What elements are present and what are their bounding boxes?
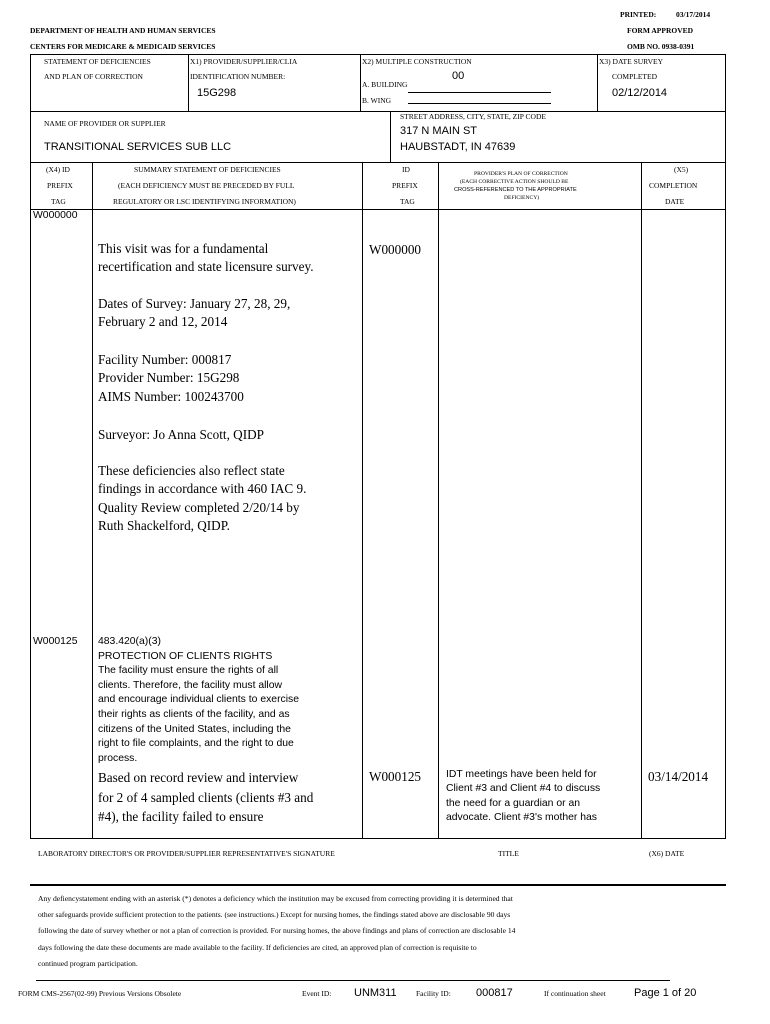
provider-id-value: 15G298 xyxy=(197,87,237,99)
plan-header-2: (EACH CORRECTIVE ACTION SHOULD BE xyxy=(460,179,569,185)
intro-line: recertification and state licensure survey. xyxy=(98,259,314,275)
regulation-line: their rights as clients of the facility, and as xyxy=(98,708,290,720)
statement-label-1: STATEMENT OF DEFICIENCIES xyxy=(44,57,151,66)
summary-header-3: REGULATORY OR LSC IDENTIFYING INFORMATION) xyxy=(113,197,296,206)
plan-line: Client #3 and Client #4 to discuss xyxy=(446,783,601,795)
date-survey-label-2: COMPLETED xyxy=(612,72,657,81)
provider-number-line: Provider Number: 15G298 xyxy=(98,370,240,386)
address-line-1: 317 N MAIN ST xyxy=(400,125,478,137)
continuation-label: If continuation sheet xyxy=(544,989,606,998)
plan-header-1: PROVIDER'S PLAN OF CORRECTION xyxy=(474,171,568,177)
plan-header-4: DEFICIENCY) xyxy=(504,195,540,201)
disclaimer-line: continued program participation. xyxy=(38,958,138,968)
provider-name: TRANSITIONAL SERVICES SUB LLC xyxy=(44,141,232,153)
x4-header-2: PREFIX xyxy=(47,181,73,190)
form-approved: FORM APPROVED xyxy=(627,26,694,35)
form-id: FORM CMS-2567(02-99) Previous Versions Obsolete xyxy=(18,989,182,998)
summary-header-2: (EACH DEFICIENCY MUST BE PRECEDED BY FULL xyxy=(118,181,295,190)
tag-w000125-right: W000125 xyxy=(369,769,422,784)
plan-line: advocate. Client #3's mother has xyxy=(446,812,597,824)
printed-label: PRINTED: xyxy=(620,10,657,19)
date-label: (X6) DATE xyxy=(649,849,685,858)
x5-header-1: (X5) xyxy=(674,165,689,174)
findings-paragraph xyxy=(98,462,360,536)
tag-w000000-right: W000000 xyxy=(369,242,422,257)
regulation-line: citizens of the United States, including the xyxy=(98,723,291,735)
intro-line: This visit was for a fundamental xyxy=(98,241,269,256)
statement-label-2: AND PLAN OF CORRECTION xyxy=(44,72,143,81)
findings-line: These deficiencies also reflect state xyxy=(98,463,285,478)
numbers-paragraph xyxy=(98,351,360,406)
tag-w000000-left: W000000 xyxy=(33,210,78,221)
regulation-line: 483.420(a)(3) xyxy=(98,636,161,647)
address-line-2: HAUBSTADT, IN 47639 xyxy=(400,141,516,153)
tag-w000125-left: W000125 xyxy=(33,636,78,647)
omb-number: OMB NO. 0938-0391 xyxy=(627,42,695,51)
disclaimer-line: Any defiencystatement ending with an asterisk (*) denotes a deficiency which the institution may be excused from correcting providing it is determined that xyxy=(38,894,513,903)
summary-header-1: SUMMARY STATEMENT OF DEFICIENCIES xyxy=(134,165,281,174)
provider-id-label-2: IDENTIFICATION NUMBER: xyxy=(190,72,286,81)
regulation-line: process. xyxy=(98,752,138,764)
x4-header-3: TAG xyxy=(51,197,66,206)
findings-line: findings in accordance with 460 IAC 9. xyxy=(98,481,307,497)
regulation-line: and encourage individual clients to exercise xyxy=(98,694,300,706)
printed-date: 03/17/2014 xyxy=(676,10,711,19)
date-survey-label: X3) DATE SURVEY xyxy=(599,57,663,66)
wing-label: B. WING xyxy=(362,96,392,105)
regulation-paragraph xyxy=(98,635,360,766)
regulation-line: The facility must ensure the rights of all xyxy=(98,665,279,677)
regulation-line: clients. Therefore, the facility must allow xyxy=(98,679,283,691)
agency-line-2: CENTERS FOR MEDICARE & MEDICAID SERVICES xyxy=(30,42,216,51)
x5-header-3: DATE xyxy=(665,197,685,206)
disclaimer-line: following the date of survey whether or not a plan of correction is provided. For nursing homes, the above findings and plans of correction are disclosable 14 xyxy=(38,926,516,936)
id-header-3: TAG xyxy=(400,197,415,206)
facility-id-label: Facility ID: xyxy=(416,989,451,998)
finding-line: Based on record review and interview xyxy=(98,770,299,785)
disclaimer-line: other safeguards provide sufficient protection to the patients. (see instructions.) Except for nursing homes, the findings stated above are disclosable 90 days xyxy=(38,910,511,920)
plan-line: IDT meetings have been held for xyxy=(446,769,597,780)
provider-id-label: X1) PROVIDER/SUPPLIER/CLIA xyxy=(190,57,298,66)
x4-header-1: (X4) ID xyxy=(46,165,70,174)
aims-number-line: AIMS Number: 100243700 xyxy=(98,388,244,404)
id-header-2: PREFIX xyxy=(392,181,418,190)
dates-paragraph xyxy=(98,295,360,332)
date-survey-value: 02/12/2014 xyxy=(612,87,668,99)
address-label: STREET ADDRESS, CITY, STATE, ZIP CODE xyxy=(400,112,546,121)
provider-name-label: NAME OF PROVIDER OR SUPPLIER xyxy=(44,119,166,128)
building-value: 00 xyxy=(452,70,465,82)
facility-number-line: Facility Number: 000817 xyxy=(98,352,232,367)
plan-header-3: CROSS-REFERENCED TO THE APPROPRIATE xyxy=(454,187,577,193)
signature-label: LABORATORY DIRECTOR'S OR PROVIDER/SUPPLIER REPRESENTATIVE'S SIGNATURE xyxy=(38,849,335,858)
findings-line: Quality Review completed 2/20/14 by xyxy=(98,499,300,515)
surveyor-paragraph xyxy=(98,426,360,444)
agency-line-1: DEPARTMENT OF HEALTH AND HUMAN SERVICES xyxy=(30,26,216,35)
disclaimer xyxy=(38,891,515,972)
intro-paragraph xyxy=(98,240,360,277)
id-header-1: ID xyxy=(402,165,410,174)
plan-of-correction xyxy=(446,768,626,826)
disclaimer-line: days following the date these documents are made available to the facility. If deficiencies are cited, an approved plan of correction is requisite to xyxy=(38,942,477,952)
finding-line: #4), the facility failed to ensure xyxy=(98,809,264,824)
dates-line: Dates of Survey: January 27, 28, 29, xyxy=(98,296,291,311)
title-label: TITLE xyxy=(498,849,519,858)
event-id-label: Event ID: xyxy=(302,989,332,998)
building-label: A. BUILDING xyxy=(362,80,408,89)
event-id-value: UNM311 xyxy=(354,987,397,999)
regulation-line: PROTECTION OF CLIENTS RIGHTS xyxy=(98,650,273,662)
dates-line: February 2 and 12, 2014 xyxy=(98,314,228,330)
finding-paragraph xyxy=(98,768,360,827)
x5-header-2: COMPLETION xyxy=(649,181,698,190)
multiple-construction-label: X2) MULTIPLE CONSTRUCTION xyxy=(362,57,472,66)
regulation-line: right to file complaints, and the right to due xyxy=(98,738,294,750)
surveyor-line: Surveyor: Jo Anna Scott, QIDP xyxy=(98,427,264,442)
page-number: Page 1 of 20 xyxy=(634,987,697,999)
plan-line: the need for a guardian or an xyxy=(446,797,581,809)
completion-date: 03/14/2014 xyxy=(648,769,709,784)
findings-line: Ruth Shackelford, QIDP. xyxy=(98,518,230,534)
facility-id-value: 000817 xyxy=(476,987,513,999)
finding-line: for 2 of 4 sampled clients (clients #3 and xyxy=(98,789,314,805)
